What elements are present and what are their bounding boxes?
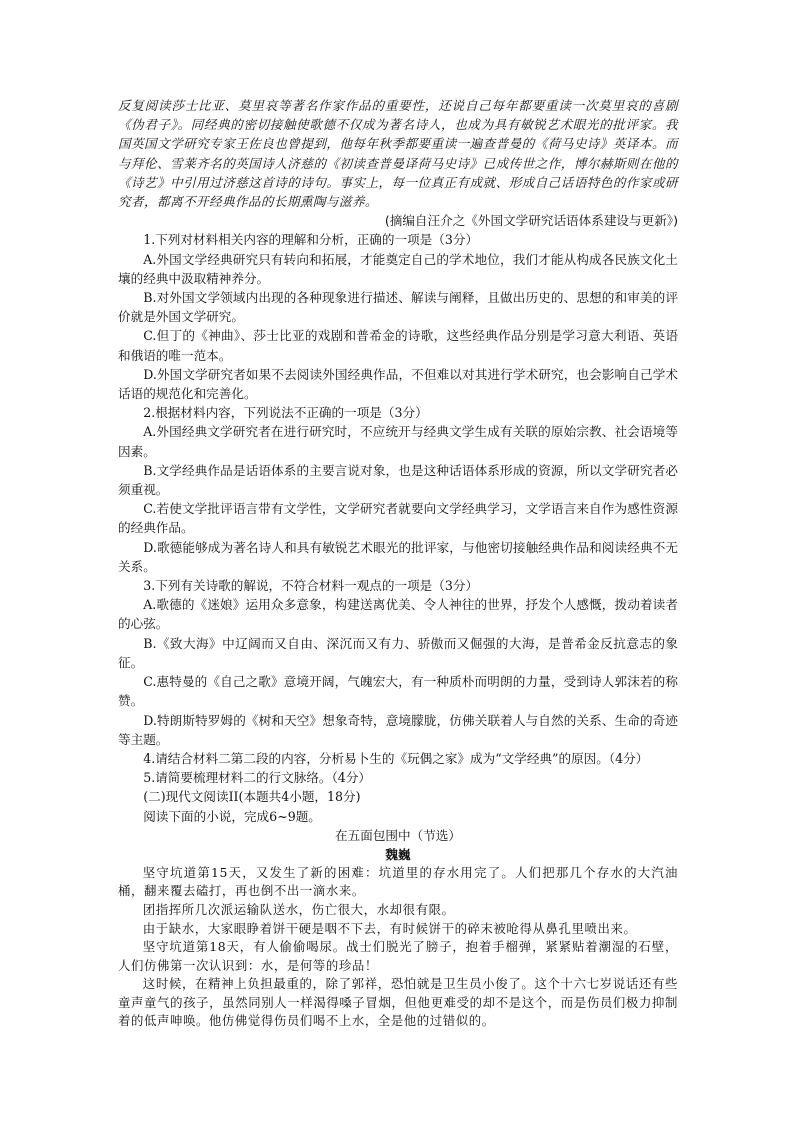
source-citation: (摘编自汪介之《外国文学研究话语体系建设与更新》) [384,213,678,229]
question-1-option-d: D.外国文学研究者如果不去阅读外国经典作品，不但难以对其进行学术研究，也会影响自己学术话语的规范化和完善化。 [118,366,678,402]
question-2-option-c: C.若使文学批评语言带有文学性，文学研究者就要向文学经典学习，文学语言来自作为感性资源的经典作品。 [118,501,678,536]
document-page [118,96,678,1031]
question-5: 5.请简要梳理材料二的行文脉络。（4分） [143,770,372,786]
novel-paragraph: 坚守坑道第18天，有人偷偷喝尿。战士们脱光了膀子，抱着手榴弹，紧紧贴着潮湿的石壁，人们仿佛第一次认识到：水，是何等的珍品！ [118,939,678,973]
novel-paragraph: 坚守坑道第15天，又发生了新的困难：坑道里的存水用完了。人们把那几个存水的大汽油桶，翻来覆去磕打，再也倒不出一滴水来。 [118,864,678,899]
novel-title: 在五面包围中（节选） [335,827,461,843]
question-2-stem: 2.根据材料内容，下列说法不正确的一项是（3分） [143,405,428,421]
question-2-option-a: A.外国经典文学研究者在进行研究时，不应统开与经典文学生成有关联的原始宗教、社会语境等因素。 [118,424,678,459]
novel-paragraph: 这时候，在精神上负担最重的，除了郭祥，恐怕就是卫生员小俊了。这个十六七岁说话还有些童声童气的孩子，虽然同别人一样渴得嗓子冒烟，但他更难受的却不是这个，而是伤员们极力抑制着的低声呻唤。他仿佛觉得伤员们喝不上水，全是他的过错似的。 [118,976,678,1029]
question-3-option-c: C.惠特曼的《自己之歌》意境开阔，气魄宏大，有一种质朴而明朗的力量，受到诗人郭沫若的称赞。 [118,674,678,709]
question-3-option-a: A.歌德的《迷娘》运用众多意象，构建送离优美、令人神往的世界，抒发个人感慨，拨动着读者的心弦。 [118,597,678,632]
novel-paragraph: 由于缺水，大家眼睁着饼干硬是咽不下去，有时候饼干的碎末被呛得从鼻孔里喷出来。 [142,920,637,936]
question-2-option-d: D.歌德能够成为著名诗人和具有敏锐艺术眼光的批评家，与他密切接触经典作品和阅读经典不无关系。 [118,539,678,574]
question-3-option-b: B.《致大海》中辽阔而又自由、深沉而又有力、骄傲而又倔强的大海，是普希金反抗意志的象征。 [118,635,678,670]
novel-author: 魏巍 [385,846,411,862]
question-1-option-a: A.外国文学经典研究只有转向和拓展，才能奠定自己的学术地位，我们才能从构成各民族文化土壤的经典中汲取精神养分。 [118,251,678,286]
material-intro-paragraph: 反复阅读莎士比亚、莫里哀等著名作家作品的重要性，还说自己每年都要重读一次莫里哀的喜剧《伪君子》。同经典的密切接触使歌德不仅成为著名诗人，也成为具有敏锐艺术眼光的批评家。我国英国文学研究专家王佐良也曾提到，他每年秋季都要重读一遍查普曼的《荷马史诗》英译本。而与拜伦、雪莱齐名的英国诗人济慈的《初读查普曼译荷马史诗》已成传世之作，博尔赫斯则在他的《诗艺》中引用过济慈这首诗的诗句。事实上，每一位真正有成就、形成自己话语特色的作家或研究者，都离不开经典作品的长期熏陶与滋养。 [118,98,678,210]
question-1-stem: 1.下列对材料相关内容的理解和分析，正确的一项是（3分） [143,232,479,248]
section-2-heading: (二)现代文阅读II(本题共4小题，18分) [143,789,361,805]
reading-instruction: 阅读下面的小说，完成6~9题。 [143,808,321,824]
question-1-option-b: B.对外国文学领域内出现的各种现象进行描述、解读与阐释，且做出历史的、思想的和审美的评价就是外国文学研究。 [118,290,678,325]
novel-paragraph: 团指挥所几次派运输队送水，伤亡很大，水却很有限。 [142,901,455,917]
question-3-stem: 3.下列有关诗歌的解说，不符合材料一观点的一项是（3分） [143,578,479,594]
question-1-option-c: C.但丁的《神曲》、莎士比亚的戏剧和普希金的诗歌，这些经典作品分别是学习意大利语、英语和俄语的唯一范本。 [118,328,678,363]
question-2-option-b: B.文学经典作品是话语体系的主要言说对象，也是这种话语体系形成的资源，所以文学研究者必须重视。 [118,462,678,498]
question-4: 4.请结合材料二第二段的内容，分析易卜生的《玩偶之家》成为“文学经典”的原因。（4分） [143,750,649,766]
question-3-option-d: D.特朗斯特罗姆的《树和天空》想象奇特，意境朦胧，仿佛关联着人与自然的关系、生命的奇迹等主题。 [118,712,678,747]
